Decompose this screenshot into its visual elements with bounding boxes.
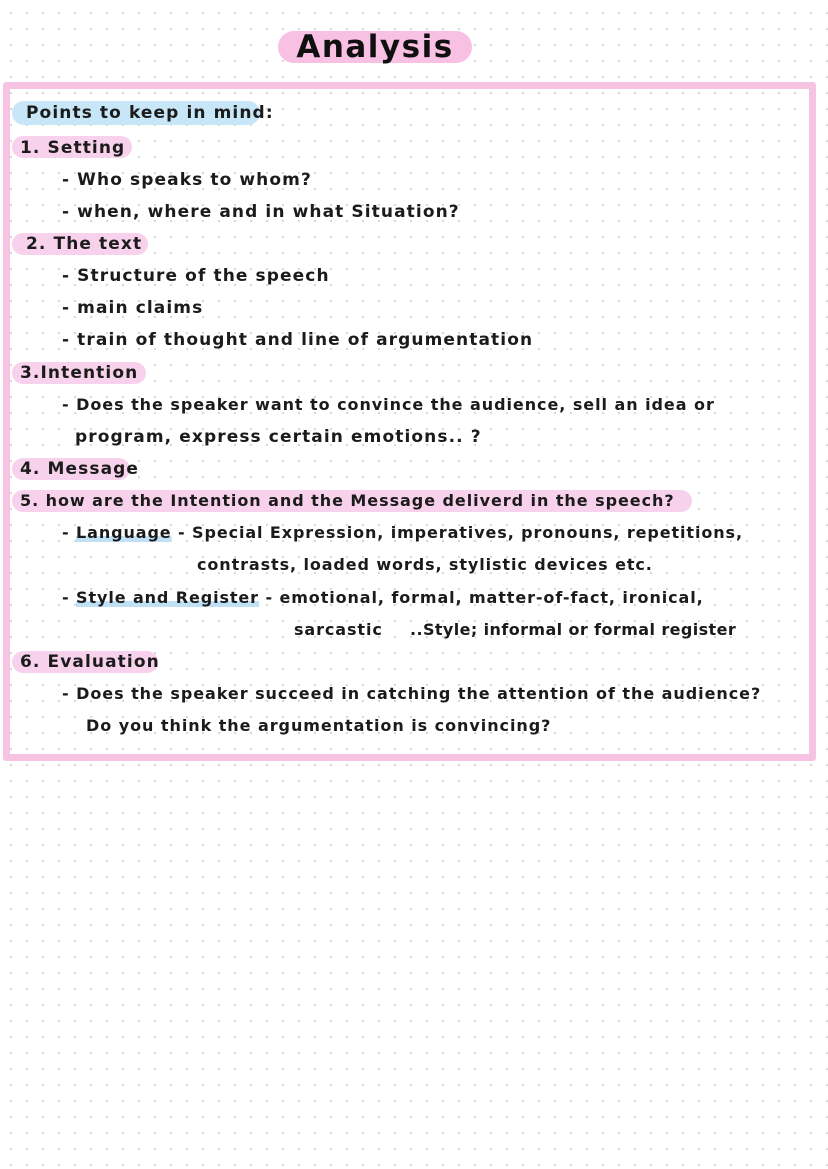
intention-item-line1: - Does the speaker want to convince the audience, sell an idea or xyxy=(62,395,715,414)
setting-heading: 1. Setting xyxy=(20,138,126,158)
intention-heading: 3.Intention xyxy=(20,363,139,383)
text-item-structure: - Structure of the speech xyxy=(62,266,330,286)
language-description: - Special Expression, imperatives, pronouns, repetitions, xyxy=(178,523,743,542)
text-heading: 2. The text xyxy=(26,234,143,254)
language-line1 xyxy=(62,522,743,544)
language-line2: contrasts, loaded words, stylistic devices etc. xyxy=(197,555,653,574)
message-heading: 4. Message xyxy=(20,459,140,479)
delivery-heading: 5. how are the Intention and the Message deliverd in the speech? xyxy=(20,491,675,510)
evaluation-item-line2: Do you think the argumentation is convincing? xyxy=(86,716,552,735)
evaluation-heading: 6. Evaluation xyxy=(20,652,160,672)
language-dash: - xyxy=(62,523,70,542)
setting-item-when: - when, where and in what Situation? xyxy=(62,202,460,222)
text-item-claims: - main claims xyxy=(62,298,204,318)
text-item-argumentation: - train of thought and line of argumentation xyxy=(62,330,534,350)
style-dash: - xyxy=(62,588,70,607)
setting-item-who: - Who speaks to whom? xyxy=(62,170,312,190)
style-label: Style and Register xyxy=(76,588,259,607)
page-title: Analysis xyxy=(296,29,454,65)
style-line2-sarcastic: sarcastic xyxy=(294,620,383,639)
evaluation-item-line1: - Does the speaker succeed in catching the attention of the audience? xyxy=(62,684,762,703)
points-heading: Points to keep in mind: xyxy=(26,103,274,123)
language-label: Language xyxy=(76,523,172,542)
intention-item-line2: program, express certain emotions.. ? xyxy=(75,427,482,447)
style-line1 xyxy=(62,587,704,609)
style-line2-register: ..Style; informal or formal register xyxy=(410,620,737,639)
style-description: - emotional, formal, matter-of-fact, ironical, xyxy=(265,588,704,607)
